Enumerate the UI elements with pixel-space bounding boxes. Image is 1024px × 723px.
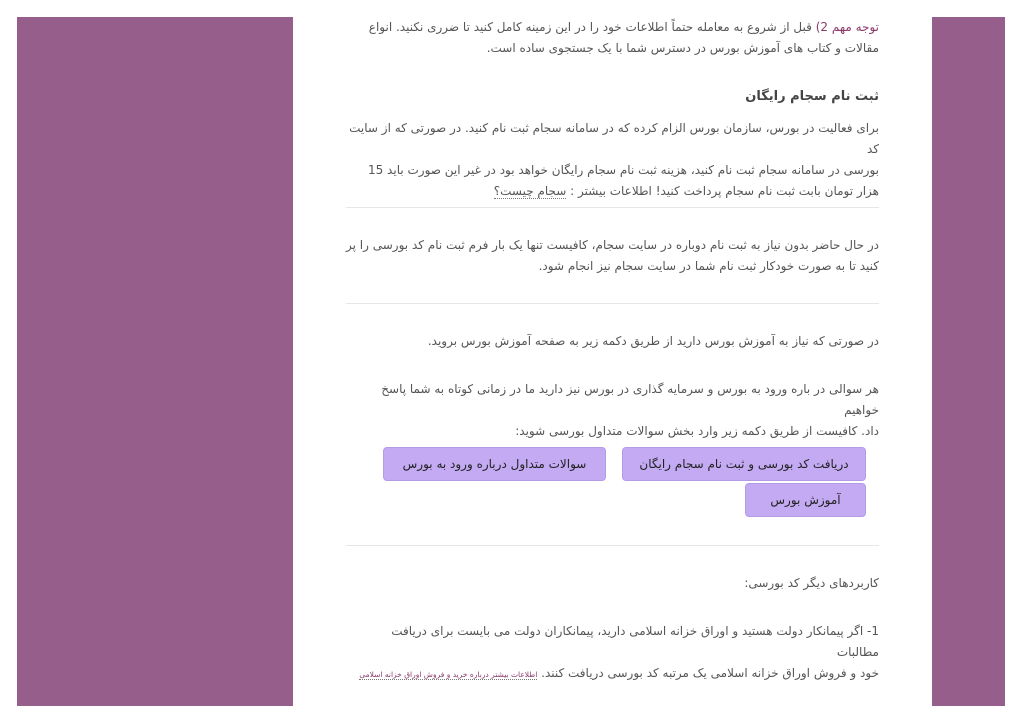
item-1-line-2 <box>346 663 879 685</box>
education-button[interactable]: آموزش بورس <box>745 483 866 517</box>
intro-line-2: مقالات و کتاب های آموزش بورس در دسترس شما با یک جستجوی ساده است. <box>486 41 879 55</box>
sajam-line-3 <box>346 181 879 202</box>
right-purple-panel <box>932 17 1005 706</box>
intro-line-1 <box>346 17 879 38</box>
sajam-line-1: برای فعالیت در بورس، سازمان بورس الزام کرده که در سامانه سجام ثبت نام کنید. در صورتی که از سایت کد <box>349 121 879 156</box>
sajam-info-link[interactable]: سجام چیست؟ <box>493 184 567 198</box>
treasury-info-link[interactable]: اطلاعات بیشتر درباره خرید و فروش اوراق خزانه اسلامی <box>359 670 538 679</box>
left-purple-panel <box>17 17 293 706</box>
other-uses-item-1 <box>346 621 879 685</box>
item-1-line-2-text: خود و فروش اوراق خزانه اسلامی یک مرتبه کد بورسی دریافت کنند. <box>537 666 879 680</box>
divider <box>346 545 879 546</box>
questions-line-2: داد. کافیست از طریق دکمه زیر وارد بخش سوالات متداول بورسی شوید: <box>515 424 879 438</box>
faq-button[interactable]: سوالات متداول درباره ورود به بورس <box>383 447 606 481</box>
current-paragraph <box>346 235 879 277</box>
sajam-heading: ثبت نام سجام رایگان <box>745 89 879 104</box>
current-line-2: کنید تا به صورت خودکار ثبت نام شما در سایت سجام نیز انجام شود. <box>538 259 879 273</box>
questions-line-1: هر سوالی در باره ورود به بورس و سرمایه گذاری در بورس نیز دارید ما در زمانی کوتاه به شما پاسخ خواهیم <box>381 382 879 417</box>
divider <box>346 207 879 208</box>
item-1-line-1: 1- اگر پیمانکار دولت هستید و اوراق خزانه اسلامی دارید، پیمانکاران دولت می بایست برای دریافت مطالبات <box>391 624 879 659</box>
education-line-1: در صورتی که نیاز به آموزش بورس دارید از طریق دکمه زیر به صفحه آموزش بورس بروید. <box>427 334 879 348</box>
sajam-line-2: بورسی در سامانه سجام ثبت نام کنید، هزینه ثبت نام سجام رایگان خواهد بود در غیر این صورت باید 15 <box>367 163 879 177</box>
divider <box>346 303 879 304</box>
intro-line-1-text: قبل از شروع به معامله حتماً اطلاعات خود را در این زمینه کامل کنید تا ضرری نکنید. انواع <box>368 20 816 34</box>
questions-paragraph <box>346 379 879 442</box>
intro-paragraph <box>346 17 879 59</box>
current-line-1: در حال حاضر بدون نیاز به ثبت نام دوباره در سایت سجام، کافیست تنها یک بار فرم ثبت نام کد بورسی را پر <box>346 238 879 252</box>
get-bourse-code-button[interactable]: دریافت کد بورسی و ثبت نام سجام رایگان <box>622 447 866 481</box>
sajam-line-3-text: هزار تومان بابت ثبت نام سجام پرداخت کنید! اطلاعات بیشتر : <box>566 184 879 198</box>
other-uses-title <box>346 573 879 594</box>
other-uses-title-text: کاربردهای دیگر کد بورسی: <box>744 576 879 590</box>
education-paragraph <box>346 331 879 352</box>
sajam-paragraph <box>346 118 879 202</box>
important-note-label: توجه مهم 2) <box>815 20 879 34</box>
